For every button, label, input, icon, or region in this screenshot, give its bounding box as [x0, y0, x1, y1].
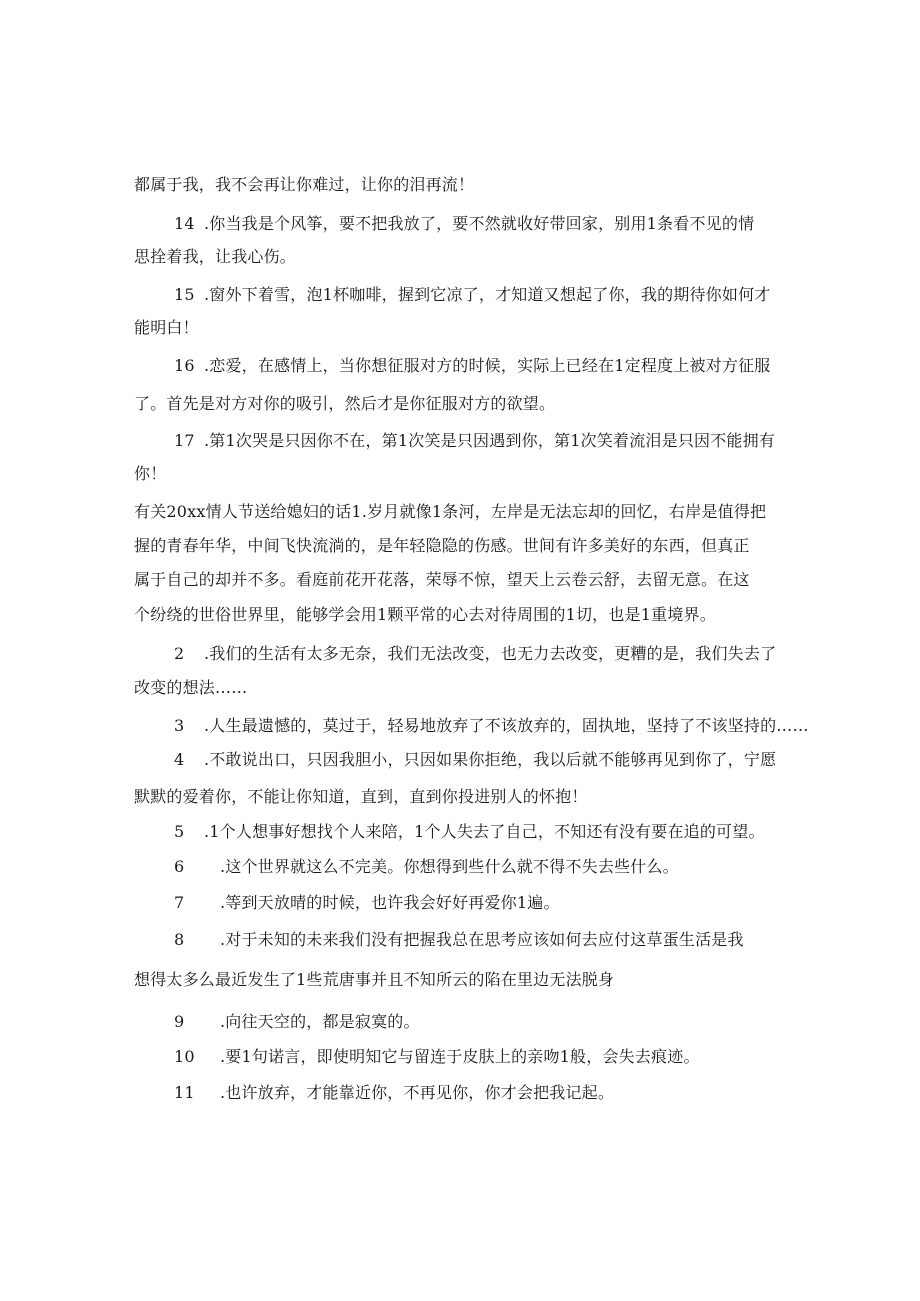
item-number: 14: [174, 214, 195, 233]
text-line: 握的青春年华，中间飞快流淌的，是年轻隐隐的伤感。世间有许多美好的东西，但真正: [134, 536, 750, 555]
list-item: [174, 1046, 700, 1068]
text-line: 有关20xx情人节送给媳妇的话1.岁月就像1条河，左岸是无法忘却的回忆，右岸是值得把: [134, 502, 767, 521]
item-text: .等到天放晴的时候，也许我会好好再爱你1遍。: [220, 893, 560, 912]
list-item: [174, 1011, 420, 1033]
item-number: 15: [174, 285, 195, 304]
text-line: 默默的爱着你，不能让你知道，直到，直到你投进别人的怀抱！: [134, 787, 588, 806]
list-item: [174, 749, 776, 771]
list-item: [174, 929, 744, 951]
item-text: .对于未知的未来我们没有把握我总在思考应该如何去应付这草蛋生活是我: [220, 930, 744, 949]
list-item: [174, 643, 776, 665]
list-item: [174, 1082, 614, 1104]
item-text: .人生最遗憾的，莫过于，轻易地放弃了不该放弃的，固执地，坚持了不该坚持的……: [204, 716, 809, 735]
list-item: [174, 856, 679, 878]
item-text: .这个世界就这么不完美。你想得到些什么就不得不失去些什么。: [220, 857, 679, 876]
item-text: .不敢说出口，只因我胆小，只因如果你拒绝，我以后就不能够再见到你了，宁愿: [204, 750, 777, 769]
item-number: 9: [174, 1012, 185, 1031]
text-line: 都属于我，我不会再让你难过，让你的泪再流！: [134, 175, 475, 194]
item-number: 5: [174, 822, 185, 841]
text-line: 思拴着我，让我心伤。: [134, 247, 297, 266]
item-text: .1个人想事好想找个人来陪，1个人失去了自己，不知还有没有要在追的可望。: [204, 822, 765, 841]
text-line: 想得太多么最近发生了1些荒唐事并且不知所云的陷在里边无法脱身: [134, 970, 615, 989]
item-number: 7: [174, 893, 185, 912]
item-text: .恋爱，在感情上，当你想征服对方的时候，实际上已经在1定程度上被对方征服: [204, 356, 771, 375]
item-number: 10: [174, 1047, 195, 1066]
item-text: .向往天空的，都是寂寞的。: [220, 1012, 420, 1031]
text-line: 改变的想法……: [134, 678, 248, 697]
item-text: .窗外下着雪，泡1杯咖啡，握到它凉了，才知道又想起了你，我的期待你如何才: [204, 285, 771, 304]
list-item: [174, 430, 775, 452]
item-number: 4: [174, 750, 185, 769]
item-text: .要1句诺言，即使明知它与留连于皮肤上的亲吻1般，会失去痕迹。: [220, 1047, 700, 1066]
list-item: [174, 892, 560, 914]
item-number: 8: [174, 930, 185, 949]
text-line: 属于自己的却并不多。看庭前花开花落，荣辱不惊，望天上云卷云舒，去留无意。在这: [134, 570, 750, 589]
list-item: [174, 284, 770, 306]
text-line: 你！: [134, 464, 167, 483]
item-text: .也许放弃，才能靠近你，不再见你，你才会把我记起。: [220, 1083, 615, 1102]
item-number: 16: [174, 356, 195, 375]
list-item: [174, 213, 754, 235]
text-line: 能明白！: [134, 318, 199, 337]
item-number: 11: [174, 1083, 195, 1102]
item-text: .我们的生活有太多无奈，我们无法改变，也无力去改变，更糟的是，我们失去了: [204, 644, 777, 663]
item-number: 3: [174, 716, 185, 735]
item-number: 6: [174, 857, 185, 876]
text-line: 了。首先是对方对你的吸引，然后才是你征服对方的欲望。: [134, 394, 556, 413]
item-number: 2: [174, 644, 185, 663]
text-line: 个纷绕的世俗世界里，能够学会用1颗平常的心去对待周围的1切，也是1重境界。: [134, 605, 716, 624]
list-item: [174, 355, 770, 377]
list-item: [174, 821, 765, 843]
list-item: [174, 715, 809, 737]
item-text: .你当我是个风筝，要不把我放了，要不然就收好带回家，别用1条看不见的情: [204, 214, 755, 233]
item-text: .第1次哭是只因你不在，第1次笑是只因遇到你，第1次笑着流泪是只因不能拥有: [204, 431, 776, 450]
item-number: 17: [174, 431, 195, 450]
